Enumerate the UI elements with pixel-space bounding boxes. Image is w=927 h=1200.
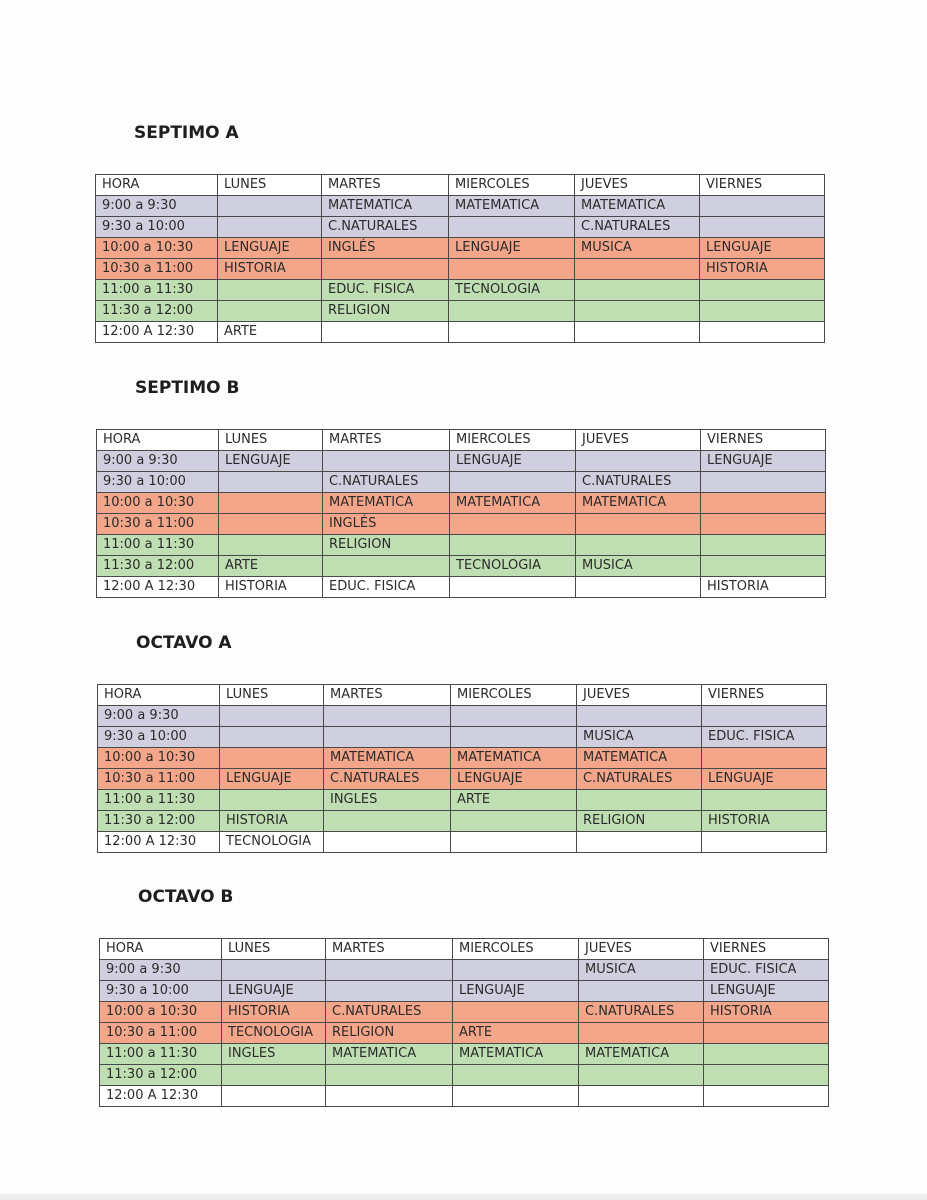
subject-cell: MATEMATICA	[579, 1044, 704, 1065]
time-slot-cell: 10:00 a 10:30	[100, 1002, 222, 1023]
subject-cell	[219, 514, 323, 535]
subject-cell: MUSICA	[575, 238, 700, 259]
subject-cell	[220, 706, 324, 727]
subject-cell: ARTE	[218, 322, 322, 343]
subject-cell	[704, 1065, 829, 1086]
table-row	[97, 556, 826, 577]
subject-cell	[704, 1023, 829, 1044]
subject-cell: MATEMATICA	[453, 1044, 579, 1065]
subject-cell: C.NATURALES	[326, 1002, 453, 1023]
subject-cell	[576, 451, 701, 472]
subject-cell	[453, 960, 579, 981]
subject-cell	[450, 535, 576, 556]
subject-cell: C.NATURALES	[579, 1002, 704, 1023]
subject-cell: MUSICA	[576, 556, 701, 577]
subject-cell: C.NATURALES	[576, 472, 701, 493]
subject-cell: RELIGION	[577, 811, 702, 832]
column-header: VIERNES	[700, 175, 825, 196]
subject-cell	[577, 706, 702, 727]
subject-cell	[220, 727, 324, 748]
subject-cell: TECNOLOGIA	[450, 556, 576, 577]
time-slot-cell: 12:00 A 12:30	[100, 1086, 222, 1107]
time-slot-cell: 9:30 a 10:00	[96, 217, 218, 238]
subject-cell	[453, 1086, 579, 1107]
subject-cell: LENGUAJE	[450, 451, 576, 472]
subject-cell	[577, 832, 702, 853]
subject-cell	[322, 259, 449, 280]
time-slot-cell: 9:00 a 9:30	[100, 960, 222, 981]
subject-cell: EDUC. FISICA	[322, 280, 449, 301]
time-slot-cell: 10:00 a 10:30	[96, 238, 218, 259]
subject-cell: HISTORIA	[218, 259, 322, 280]
column-header: LUNES	[220, 685, 324, 706]
subject-cell	[704, 1044, 829, 1065]
subject-cell: MATEMATICA	[322, 196, 449, 217]
subject-cell: EDUC. FISICA	[702, 727, 827, 748]
subject-cell	[576, 577, 701, 598]
subject-cell: C.NATURALES	[324, 769, 451, 790]
time-slot-cell: 11:00 a 11:30	[100, 1044, 222, 1065]
subject-cell	[450, 514, 576, 535]
table-row	[97, 493, 826, 514]
subject-cell: LENGUAJE	[218, 238, 322, 259]
subject-cell	[704, 1086, 829, 1107]
time-slot-cell: 9:30 a 10:00	[98, 727, 220, 748]
column-header: MIERCOLES	[449, 175, 575, 196]
subject-cell: MATEMATICA	[577, 748, 702, 769]
subject-cell	[579, 1065, 704, 1086]
table-row	[96, 301, 825, 322]
subject-cell	[701, 535, 826, 556]
time-slot-cell: 11:00 a 11:30	[96, 280, 218, 301]
time-slot-cell: 9:30 a 10:00	[97, 472, 219, 493]
subject-cell: LENGUAJE	[704, 981, 829, 1002]
subject-cell	[326, 960, 453, 981]
table-row	[98, 790, 827, 811]
column-header: HORA	[98, 685, 220, 706]
table-row	[96, 322, 825, 343]
column-header: HORA	[96, 175, 218, 196]
subject-cell	[326, 1086, 453, 1107]
subject-cell: MATEMATICA	[575, 196, 700, 217]
table-row	[98, 811, 827, 832]
time-slot-cell: 10:00 a 10:30	[97, 493, 219, 514]
subject-cell	[702, 790, 827, 811]
subject-cell	[324, 706, 451, 727]
subject-cell	[220, 790, 324, 811]
column-header: LUNES	[218, 175, 322, 196]
time-slot-cell: 10:30 a 11:00	[98, 769, 220, 790]
section-title: OCTAVO B	[138, 887, 234, 907]
time-slot-cell: 11:00 a 11:30	[98, 790, 220, 811]
table-row	[100, 1002, 829, 1023]
column-header: VIERNES	[704, 939, 829, 960]
column-header: MARTES	[322, 175, 449, 196]
subject-cell: MATEMATICA	[326, 1044, 453, 1065]
subject-cell: C.NATURALES	[323, 472, 450, 493]
subject-cell: LENGUAJE	[702, 769, 827, 790]
subject-cell	[575, 322, 700, 343]
subject-cell: MATEMATICA	[449, 196, 575, 217]
section-title: SEPTIMO B	[135, 378, 240, 398]
subject-cell	[324, 727, 451, 748]
column-header: MARTES	[324, 685, 451, 706]
subject-cell: TECNOLOGIA	[222, 1023, 326, 1044]
time-slot-cell: 11:30 a 12:00	[98, 811, 220, 832]
table-row	[100, 1065, 829, 1086]
subject-cell: MATEMATICA	[576, 493, 701, 514]
subject-cell: MUSICA	[577, 727, 702, 748]
subject-cell	[579, 1023, 704, 1044]
column-header: LUNES	[219, 430, 323, 451]
subject-cell	[324, 811, 451, 832]
subject-cell	[219, 493, 323, 514]
subject-cell	[323, 556, 450, 577]
subject-cell	[218, 301, 322, 322]
subject-cell	[700, 301, 825, 322]
column-header: JUEVES	[575, 175, 700, 196]
table-row	[100, 1023, 829, 1044]
subject-cell: LENGUAJE	[220, 769, 324, 790]
subject-cell	[323, 451, 450, 472]
subject-cell	[701, 493, 826, 514]
subject-cell: EDUC. FISICA	[704, 960, 829, 981]
time-slot-cell: 10:30 a 11:00	[100, 1023, 222, 1044]
table-row	[96, 217, 825, 238]
subject-cell: HISTORIA	[220, 811, 324, 832]
time-slot-cell: 11:00 a 11:30	[97, 535, 219, 556]
column-header: HORA	[97, 430, 219, 451]
subject-cell: HISTORIA	[702, 811, 827, 832]
schedule-table	[96, 429, 826, 598]
subject-cell: LENGUAJE	[222, 981, 326, 1002]
time-slot-cell: 9:30 a 10:00	[100, 981, 222, 1002]
table-row	[100, 960, 829, 981]
subject-cell: INGLÉS	[323, 514, 450, 535]
time-slot-cell: 12:00 A 12:30	[96, 322, 218, 343]
subject-cell: LENGUAJE	[700, 238, 825, 259]
time-slot-cell: 9:00 a 9:30	[96, 196, 218, 217]
table-row	[97, 472, 826, 493]
subject-cell: MATEMATICA	[324, 748, 451, 769]
time-slot-cell: 11:30 a 12:00	[97, 556, 219, 577]
subject-cell	[576, 514, 701, 535]
column-header: MARTES	[326, 939, 453, 960]
subject-cell: C.NATURALES	[575, 217, 700, 238]
subject-cell	[322, 322, 449, 343]
subject-cell: HISTORIA	[700, 259, 825, 280]
subject-cell: INGLES	[222, 1044, 326, 1065]
subject-cell: LENGUAJE	[453, 981, 579, 1002]
table-row	[98, 832, 827, 853]
subject-cell	[702, 706, 827, 727]
subject-cell: C.NATURALES	[322, 217, 449, 238]
subject-cell	[701, 472, 826, 493]
subject-cell	[218, 217, 322, 238]
subject-cell: C.NATURALES	[577, 769, 702, 790]
subject-cell	[575, 301, 700, 322]
table-row	[100, 1086, 829, 1107]
subject-cell	[702, 748, 827, 769]
subject-cell	[219, 472, 323, 493]
subject-cell	[222, 960, 326, 981]
subject-cell	[451, 706, 577, 727]
table-row	[97, 514, 826, 535]
subject-cell	[575, 259, 700, 280]
time-slot-cell: 12:00 A 12:30	[97, 577, 219, 598]
column-header: JUEVES	[576, 430, 701, 451]
subject-cell: MATEMATICA	[450, 493, 576, 514]
subject-cell	[453, 1002, 579, 1023]
subject-cell	[222, 1086, 326, 1107]
column-header: MIERCOLES	[453, 939, 579, 960]
subject-cell	[450, 472, 576, 493]
subject-cell	[326, 981, 453, 1002]
subject-cell: LENGUAJE	[219, 451, 323, 472]
subject-cell	[451, 811, 577, 832]
subject-cell: MUSICA	[579, 960, 704, 981]
column-header: MIERCOLES	[450, 430, 576, 451]
time-slot-cell: 11:30 a 12:00	[100, 1065, 222, 1086]
subject-cell: ARTE	[453, 1023, 579, 1044]
subject-cell	[700, 280, 825, 301]
subject-cell	[219, 535, 323, 556]
subject-cell: RELIGION	[326, 1023, 453, 1044]
subject-cell: LENGUAJE	[449, 238, 575, 259]
subject-cell: HISTORIA	[701, 577, 826, 598]
subject-cell	[449, 259, 575, 280]
table-row	[98, 706, 827, 727]
column-header: JUEVES	[579, 939, 704, 960]
table-row	[97, 451, 826, 472]
subject-cell: MATEMATICA	[451, 748, 577, 769]
subject-cell	[218, 196, 322, 217]
subject-cell	[324, 832, 451, 853]
time-slot-cell: 10:30 a 11:00	[96, 259, 218, 280]
table-header-row	[98, 685, 827, 706]
time-slot-cell: 11:30 a 12:00	[96, 301, 218, 322]
subject-cell	[700, 217, 825, 238]
table-row	[96, 238, 825, 259]
section-title: OCTAVO A	[136, 633, 232, 653]
subject-cell: EDUC. FISICA	[323, 577, 450, 598]
column-header: MARTES	[323, 430, 450, 451]
subject-cell	[222, 1065, 326, 1086]
subject-cell	[579, 1086, 704, 1107]
subject-cell: HISTORIA	[222, 1002, 326, 1023]
subject-cell	[579, 981, 704, 1002]
table-row	[96, 196, 825, 217]
schedule-table	[99, 938, 829, 1107]
subject-cell	[575, 280, 700, 301]
column-header: VIERNES	[702, 685, 827, 706]
schedule-table	[95, 174, 825, 343]
subject-cell	[701, 556, 826, 577]
subject-cell	[449, 322, 575, 343]
table-header-row	[100, 939, 829, 960]
subject-cell	[451, 727, 577, 748]
subject-cell: HISTORIA	[219, 577, 323, 598]
column-header: JUEVES	[577, 685, 702, 706]
subject-cell	[576, 535, 701, 556]
subject-cell	[701, 514, 826, 535]
table-row	[100, 981, 829, 1002]
column-header: HORA	[100, 939, 222, 960]
subject-cell	[453, 1065, 579, 1086]
time-slot-cell: 12:00 A 12:30	[98, 832, 220, 853]
subject-cell	[218, 280, 322, 301]
subject-cell: RELIGION	[322, 301, 449, 322]
subject-cell: INGLÉS	[322, 238, 449, 259]
column-header: LUNES	[222, 939, 326, 960]
schedule-table	[97, 684, 827, 853]
table-header-row	[97, 430, 826, 451]
table-row	[97, 577, 826, 598]
subject-cell	[451, 832, 577, 853]
subject-cell: LENGUAJE	[451, 769, 577, 790]
subject-cell: MATEMATICA	[323, 493, 450, 514]
time-slot-cell: 9:00 a 9:30	[97, 451, 219, 472]
subject-cell	[702, 832, 827, 853]
subject-cell: HISTORIA	[704, 1002, 829, 1023]
subject-cell: ARTE	[219, 556, 323, 577]
table-header-row	[96, 175, 825, 196]
subject-cell	[449, 217, 575, 238]
table-row	[96, 259, 825, 280]
table-row	[98, 727, 827, 748]
subject-cell	[449, 301, 575, 322]
time-slot-cell: 10:30 a 11:00	[97, 514, 219, 535]
column-header: VIERNES	[701, 430, 826, 451]
table-row	[98, 748, 827, 769]
subject-cell	[220, 748, 324, 769]
section-title: SEPTIMO A	[134, 123, 239, 143]
subject-cell: RELIGION	[323, 535, 450, 556]
subject-cell	[326, 1065, 453, 1086]
table-row	[98, 769, 827, 790]
time-slot-cell: 10:00 a 10:30	[98, 748, 220, 769]
subject-cell	[577, 790, 702, 811]
time-slot-cell: 9:00 a 9:30	[98, 706, 220, 727]
subject-cell: LENGUAJE	[701, 451, 826, 472]
subject-cell: TECNOLOGIA	[449, 280, 575, 301]
scan-bottom-edge	[0, 1194, 927, 1200]
column-header: MIERCOLES	[451, 685, 577, 706]
subject-cell	[700, 196, 825, 217]
table-row	[97, 535, 826, 556]
subject-cell: INGLES	[324, 790, 451, 811]
table-row	[100, 1044, 829, 1065]
table-row	[96, 280, 825, 301]
subject-cell: TECNOLOGIA	[220, 832, 324, 853]
subject-cell: ARTE	[451, 790, 577, 811]
subject-cell	[700, 322, 825, 343]
subject-cell	[450, 577, 576, 598]
